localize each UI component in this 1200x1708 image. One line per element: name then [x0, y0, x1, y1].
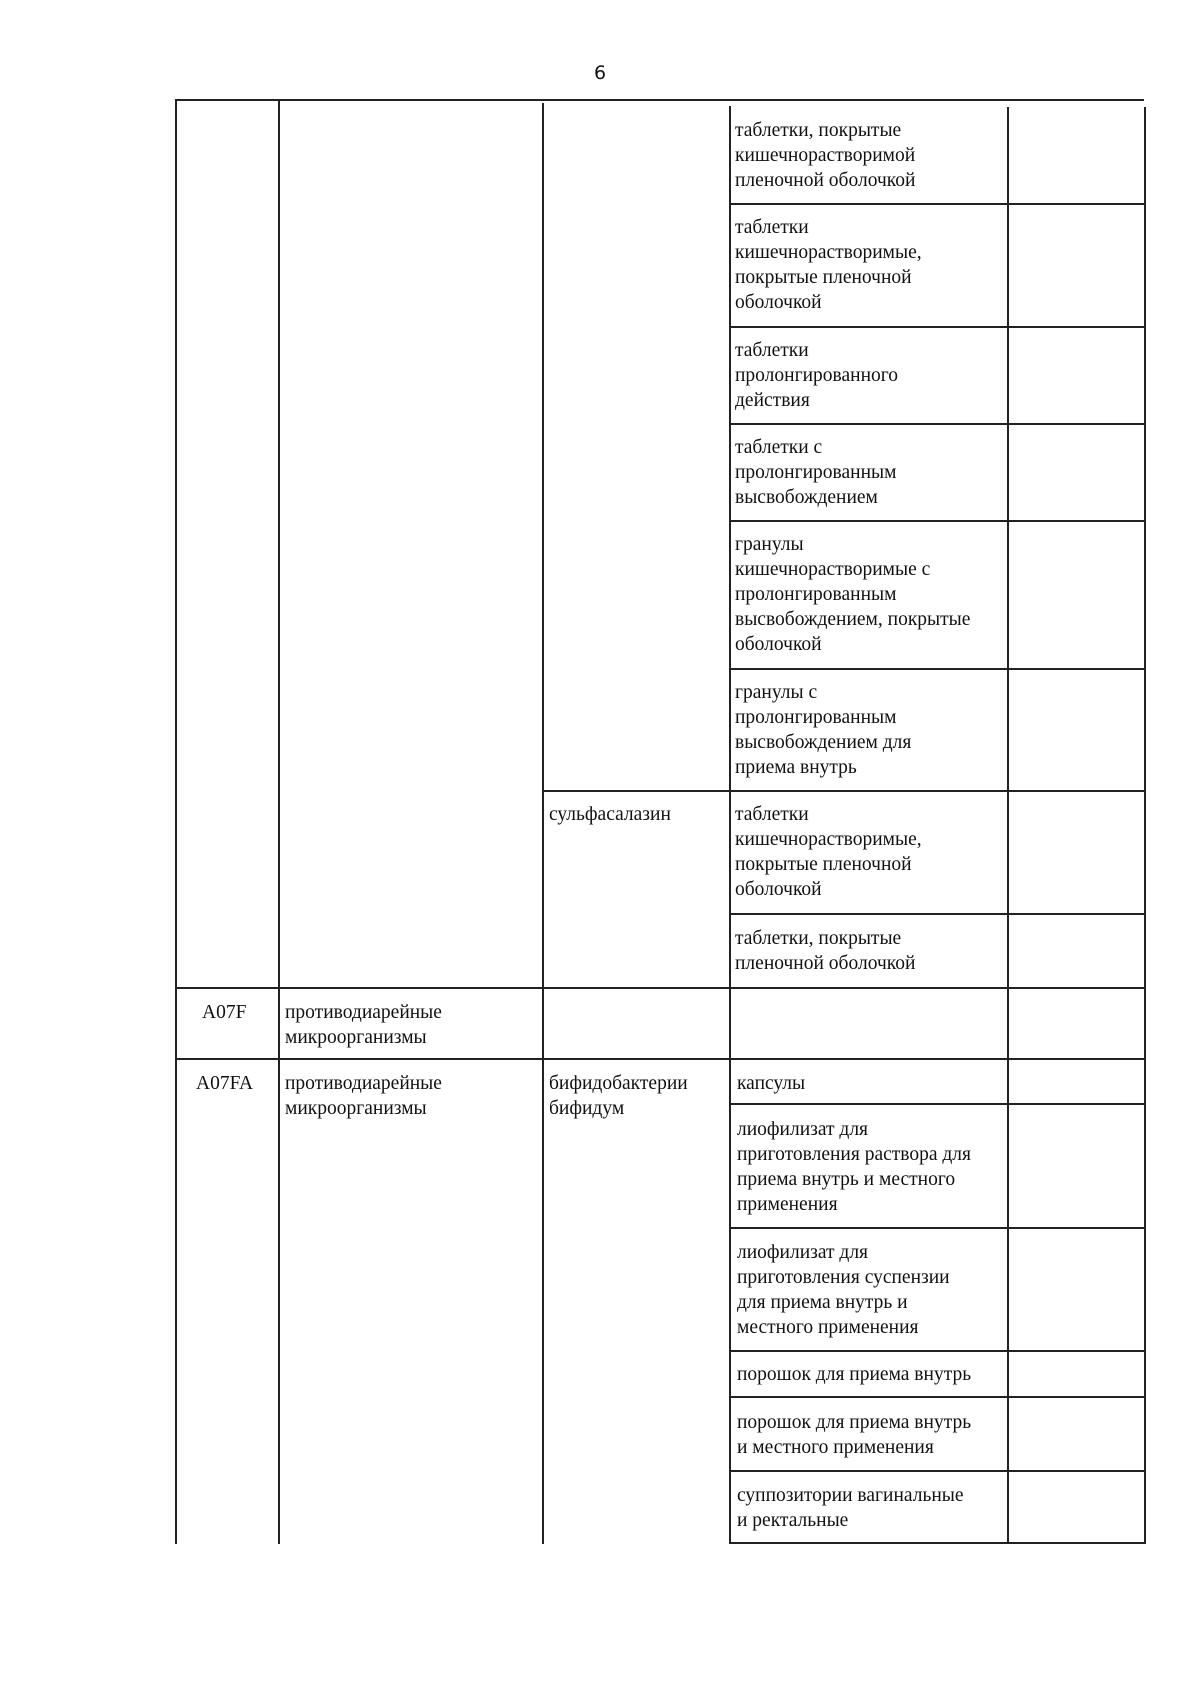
table-border: [729, 520, 1144, 522]
dosage-form-cell: таблетки, покрытые пленочной оболочкой: [735, 928, 916, 974]
table-border: [278, 101, 280, 1544]
table-border: [729, 423, 1144, 425]
dosage-form-cell: таблетки кишечнорастворимые, покрытые пленочной оболочкой: [735, 217, 922, 313]
table-border: [729, 913, 1144, 915]
dosage-form-cell: лиофилизат для приготовления суспензии для приема внутрь и местного применения: [737, 1242, 950, 1338]
atc-code-cell: A07FA: [196, 1073, 254, 1094]
table-border: [175, 987, 1144, 989]
table-border: [542, 790, 1144, 792]
table-border: [729, 1542, 1144, 1544]
page-number: 6: [593, 62, 607, 84]
drug-name-cell: сульфасалазин: [549, 804, 671, 825]
table-border: [1007, 107, 1009, 1544]
table-border: [729, 1227, 1144, 1229]
dosage-form-cell: капсулы: [737, 1073, 806, 1094]
group-name-cell: противодиарейные микроорганизмы: [285, 1002, 442, 1048]
dosage-form-cell: таблетки кишечнорастворимые, покрытые пленочной оболочкой: [735, 804, 922, 900]
table-border: [542, 103, 544, 1544]
dosage-form-cell: суппозитории вагинальные и ректальные: [737, 1485, 964, 1531]
dosage-form-cell: таблетки пролонгированного действия: [735, 340, 899, 411]
table-border: [729, 1396, 1144, 1398]
dosage-form-cell: лиофилизат для приготовления раствора для приема внутрь и местного применения: [737, 1119, 971, 1215]
table-border: [729, 1350, 1144, 1352]
table-border: [729, 668, 1144, 670]
table-border: [1144, 107, 1146, 1544]
group-name-cell: противодиарейные микроорганизмы: [285, 1073, 442, 1119]
table-border: [729, 203, 1144, 205]
dosage-form-cell: порошок для приема внутрь: [737, 1364, 972, 1385]
dosage-form-cell: таблетки с пролонгированным высвобождением: [735, 437, 897, 508]
dosage-form-cell: гранулы с пролонгированным высвобождением для приема внутрь: [735, 682, 912, 778]
dosage-form-cell: порошок для приема внутрь и местного применения: [737, 1412, 972, 1458]
atc-code-cell: A07F: [202, 1002, 247, 1023]
table-border: [729, 1470, 1144, 1472]
table-border: [175, 1058, 1144, 1060]
dosage-form-cell: гранулы кишечнорастворимые с пролонгированным высвобождением, покрытые оболочкой: [735, 534, 971, 655]
table-border: [729, 326, 1144, 328]
table-border: [729, 106, 731, 1544]
drug-name-cell: бифидобактерии бифидум: [549, 1073, 688, 1119]
table-border: [175, 99, 177, 1544]
dosage-form-cell: таблетки, покрытые кишечнорастворимой пленочной оболочкой: [735, 120, 916, 191]
table-border: [175, 99, 1144, 101]
table-border: [729, 1103, 1144, 1105]
